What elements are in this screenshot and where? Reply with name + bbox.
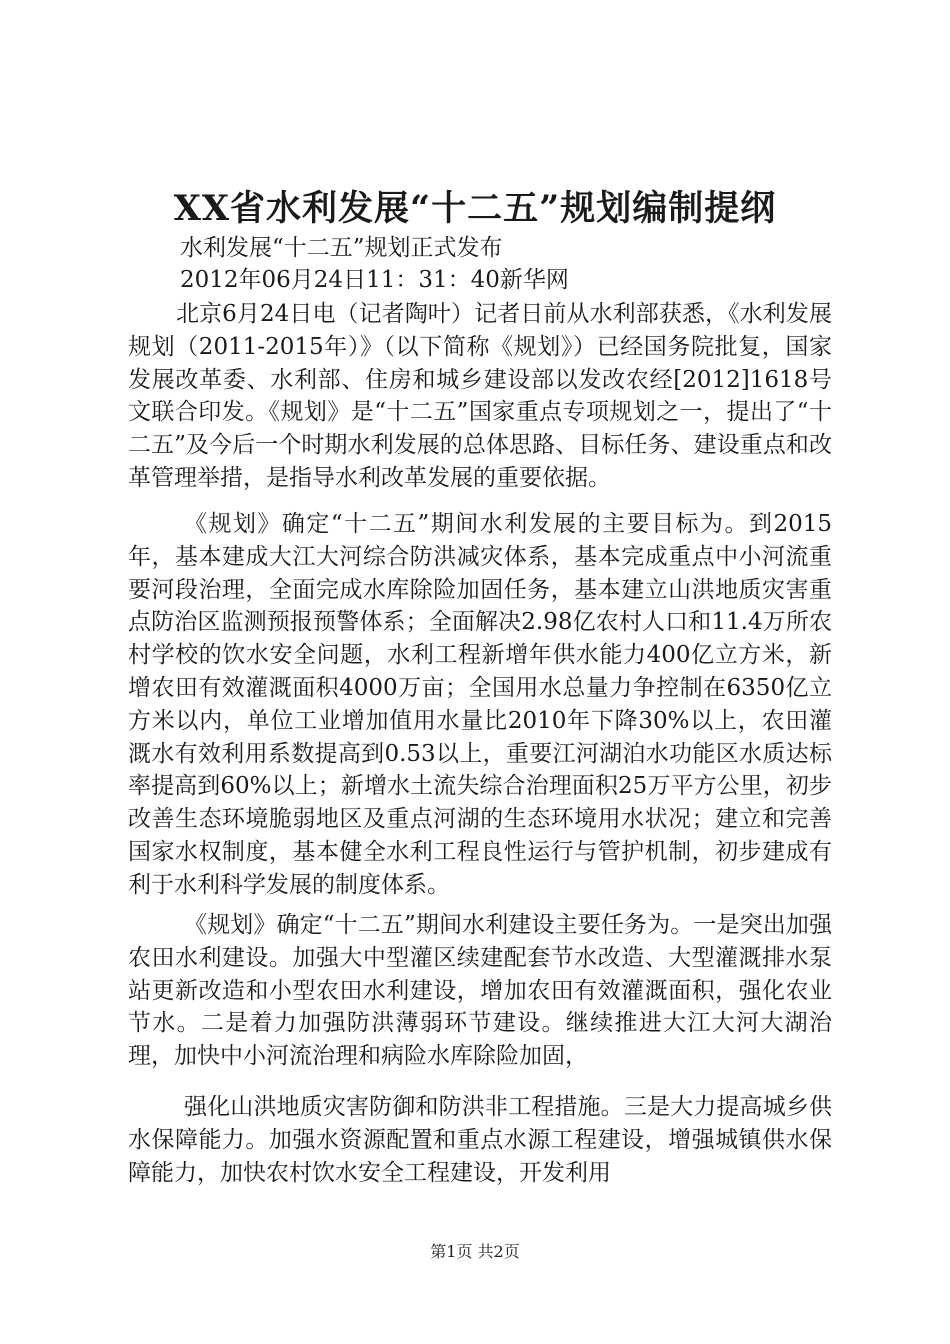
subtitle: 水利发展“十二五”规划正式发布 [180, 235, 503, 261]
paragraph-main-goals: 《规划》确定“十二五”期间水利发展的主要目标为。到2015年，基本建成大江大河综合防洪减灾体系，基本完成重点中小河流重要河段治理，全面完成水库除险加固任务，基本建立山洪地质灾害重点防治区监测预报预警体系；全面解决2.98亿农村人口和11.4万所农村学校的饮水安全问题，水利工程新增年供水能力400亿立方米，新增农田有效灌溉面积4000万亩；全国用水总量力争控制在6350亿立方米以内，单位工业增加值用水量比2010年下降30%以上，农田灌溉水有效利用系数提高到0.53以上，重要江河湖泊水功能区水质达标率提高到60%以上；新增水土流失综合治理面积25万平方公里，初步改善生态环境脆弱地区及重点河湖的生态环境用水状况；建立和完善国家水权制度，基本健全水利工程良性运行与管护机制，初步建成有利于水利科学发展的制度体系。 [128, 511, 832, 898]
dateline: 2012年06月24日11：31：40新华网 [180, 267, 569, 293]
paragraph-continued: 强化山洪地质灾害防御和防洪非工程措施。三是大力提高城乡供水保障能力。加强水资源配置和重点水源工程建设，增强城镇供水保障能力，加快农村饮水安全工程建设，开发利用 [128, 1094, 832, 1186]
document-title: XX省水利发展“十二五”规划编制提纲 [173, 188, 777, 229]
paragraph-intro: 北京6月24日电（记者陶叶）记者日前从水利部获悉，《水利发展规划（2011-2015年）》（以下简称《规划》）已经国务院批复，国家发展改革委、水利部、住房和城乡建设部以发改农经[2012]1618号文联合印发。《规划》是“十二五”国家重点专项规划之一，提出了“十二五”及今后一个时期水利发展的总体思路、目标任务、建设重点和改革管理举措，是指导水利改革发展的重要依据。 [128, 301, 832, 491]
page-number: 第1页 共2页 [430, 1242, 520, 1261]
paragraph-main-tasks: 《规划》确定“十二五”期间水利建设主要任务为。一是突出加强农田水利建设。加强大中型灌区续建配套节水改造、大型灌溉排水泵站更新改造和小型农田水利建设，增加农田有效灌溉面积，强化农业节水。二是着力加强防洪薄弱环节建设。继续推进大江大河大湖治理，加快中小河流治理和病险水库除险加固， [128, 912, 832, 1070]
